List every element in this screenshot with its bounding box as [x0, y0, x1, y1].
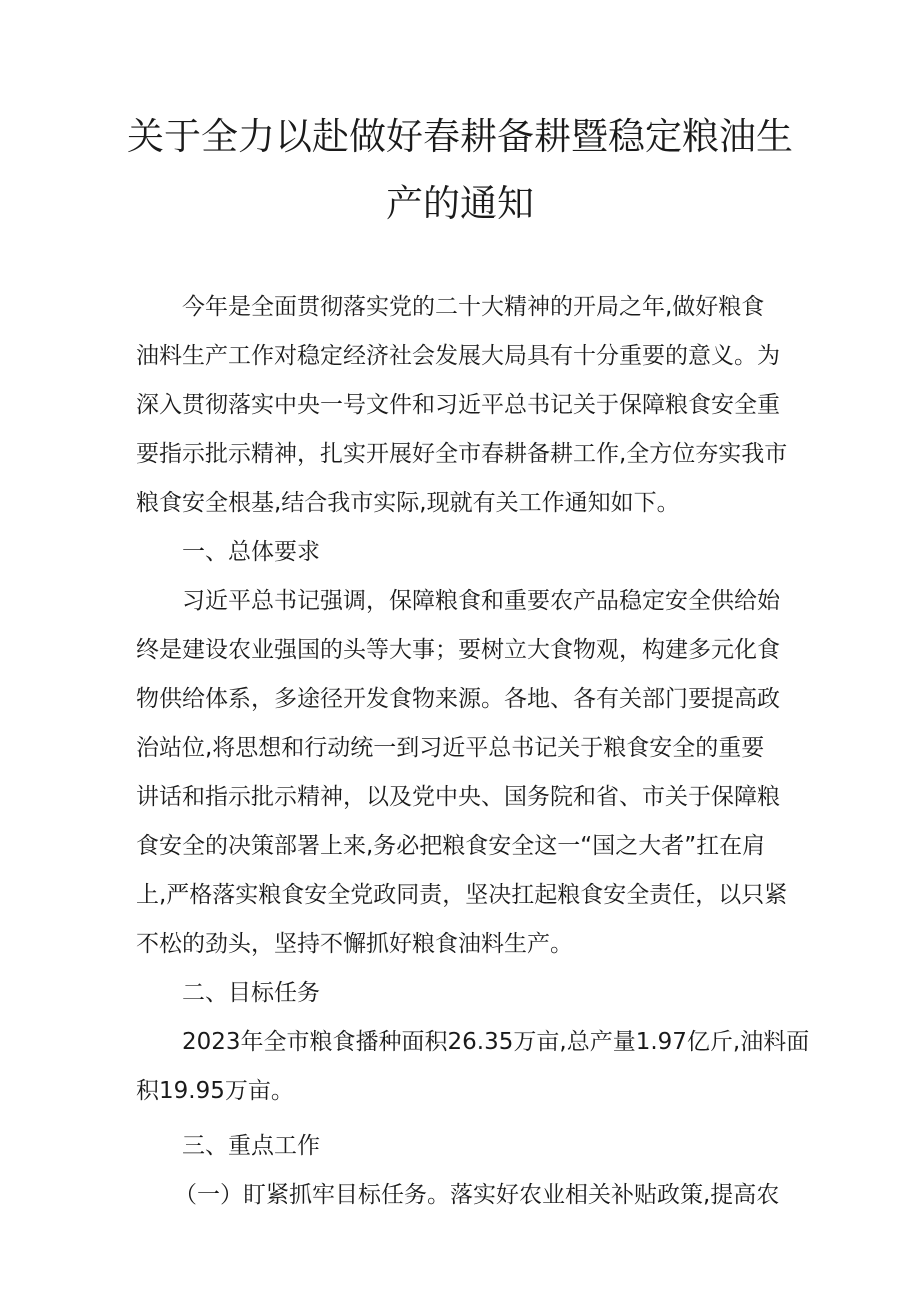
paragraph-requirements-line: 物供给体系，多途径开发食物来源。各地、各有关部门要提高政: [136, 686, 780, 712]
paragraph-key-work-line: （一）盯紧抓牢目标任务。落实好农业相关补贴政策,提高农: [174, 1182, 780, 1208]
paragraph-intro-line: 油料生产工作对稳定经济社会发展大局具有十分重要的意义。为: [136, 343, 780, 369]
paragraph-targets-line: 积19.95万亩。: [136, 1078, 294, 1104]
section-heading-general-requirements: 一、总体要求: [182, 539, 320, 565]
paragraph-intro-line: 粮食安全根基,结合我市实际,现就有关工作通知如下。: [136, 490, 680, 516]
paragraph-requirements-line: 终是建设农业强国的头等大事；要树立大食物观，构建多元化食: [136, 637, 780, 663]
document-title-line-2: 产的通知: [386, 182, 534, 225]
paragraph-requirements-line: 不松的劲头，坚持不懈抓好粮食油料生产。: [136, 931, 573, 957]
paragraph-targets-line: 2023年全市粮食播种面积26.35万亩,总产量1.97亿斤,油料面: [182, 1029, 810, 1055]
document-title-line-1: 关于全力以赴做好春耕备耕暨稳定粮油生: [127, 115, 793, 158]
paragraph-requirements-line: 食安全的决策部署上来,务必把粮食安全这一“国之大者”扛在肩: [136, 833, 766, 859]
section-heading-targets: 二、目标任务: [182, 980, 320, 1006]
paragraph-intro-line: 要指示批示精神，扎实开展好全市春耕备耕工作,全方位夯实我市: [136, 441, 788, 467]
paragraph-intro-line: 今年是全面贯彻落实党的二十大精神的开局之年,做好粮食: [182, 294, 765, 320]
paragraph-requirements-line: 上,严格落实粮食安全党政同责，坚决扛起粮食安全责任，以只紧: [136, 882, 788, 908]
paragraph-requirements-line: 讲话和指示批示精神，以及党中央、国务院和省、市关于保障粮: [136, 784, 780, 810]
paragraph-requirements-line: 治站位,将思想和行动统一到习近平总书记关于粮食安全的重要: [136, 735, 765, 761]
paragraph-requirements-line: 习近平总书记强调，保障粮食和重要农产品稳定安全供给始: [182, 588, 780, 614]
section-heading-key-work: 三、重点工作: [182, 1133, 320, 1159]
paragraph-intro-line: 深入贯彻落实中央一号文件和习近平总书记关于保障粮食安全重: [136, 392, 780, 418]
